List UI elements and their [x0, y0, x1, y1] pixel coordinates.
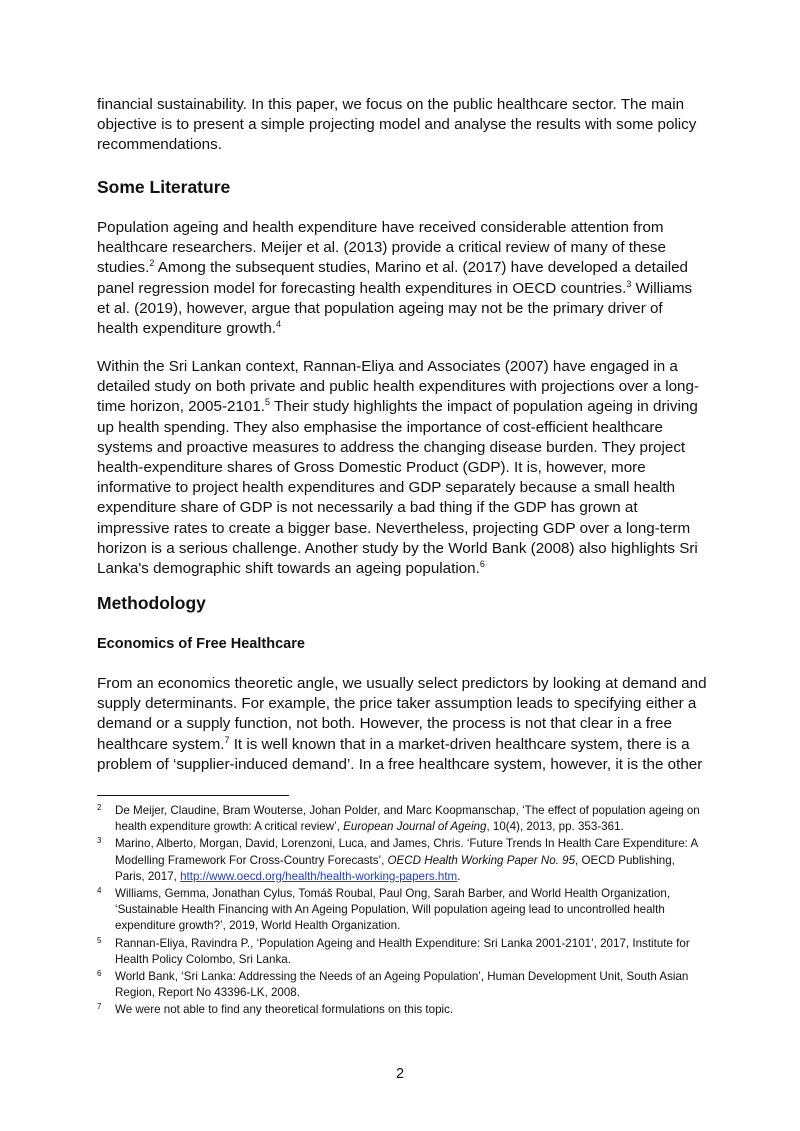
footnote-4: 4 Williams, Gemma, Jonathan Cylus, Tomáš Roubal, Paul Ong, Sarah Barber, and World Health Organization, ‘Sustainable Health Financing with An Ageing Population, Will population ageing lead to uncontrolled health expenditure growth?’, 2019, World Health Organization. — [97, 886, 671, 933]
footnote-6: 6 World Bank, ‘Sri Lanka: Addressing the Needs of an Ageing Population’, Human Development Unit, South Asian Region, Report No 43396-LK, 2008. — [97, 969, 689, 1000]
footnote-5: 5 Rannan-Eliya, Ravindra P., ‘Population Ageing and Health Expenditure: Sri Lanka 2001-2101’, 2017, Institute for Health Policy Colombo, Sri Lanka. — [97, 935, 690, 966]
literature-paragraph-2: Within the Sri Lankan context, Rannan-Eliya and Associates (2007) have engaged in a detailed study on both private and public health expenditures with projections over a long-time horizon, 2005-2101.$^5$ Their study highlights the impact of population ageing in driving up health spending. They also emphasise the importance of cost-efficient healthcare systems and proactive measures to address the changing disease burden. They project health-expenditure shares of Gross Domestic Product (GDP). It is, however, more informative to project health expenditures and GDP separately because a small health expenditure share of GDP is not necessarily a bad thing if the GDP has grown at impressive rates to create a bigger base. Nevertheless, projecting GDP over a long-term horizon is a serious challenge. Another study by the World Bank (2008) also highlights Sri Lanka's demographic shift towards an ageing population.$^6$ — [97, 358, 699, 578]
footnote-3: 3 Marino, Alberto, Morgan, David, Lorenzoni, Luca, and James, Chris. ‘Future Trends In Health Care Expenditure: A Modelling Framework For Cross-Country Forecasts’, OECD Health Working Paper No. 95, OECD Publishing, Paris, 2017, http://www.oecd.org/health/health-working-papers.htm. — [97, 836, 698, 883]
intro-paragraph: financial sustainability. In this paper, we focus on the public healthcare sector. The main objective is to present a simple projecting model and analyse the results with some policy recommendations. — [97, 96, 697, 154]
footnote-ref[interactable]: 3 — [626, 278, 632, 289]
footnote-2: 2 De Meijer, Claudine, Bram Wouterse, Johan Polder, and Marc Koopmanschap, ‘The effect of population ageing on health expenditure growth: A critical review’, European Journal of Ageing, 10(4), 2013, pp. 353-361. — [97, 803, 700, 834]
footnote-7: 7 We were not able to find any theoretical formulations on this topic. — [97, 1002, 454, 1017]
oecd-link[interactable]: http://www.oecd.org/health/health-working-papers.htm — [180, 869, 458, 883]
footnote-ref[interactable]: 4 — [276, 318, 282, 329]
literature-paragraph-1: Population ageing and health expenditure have received considerable attention from healthcare researchers. Meijer et al. (2013) provide a critical review of many of these studies.$^2$ Among the subsequent studies, Marino et al. (2017) have developed a detailed panel regression model for forecasting health expenditures in OECD countries.$^3$ Williams et al. (2019), however, argue that population ageing may not be the primary driver of health expenditure growth.$^4$ — [97, 219, 693, 338]
page-number: 2 — [395, 1066, 405, 1082]
footnote-separator — [97, 795, 289, 796]
footnotes — [97, 803, 707, 1020]
footnote-ref[interactable]: 5 — [265, 397, 271, 408]
subsection-heading-economics: Economics of Free Healthcare — [97, 636, 305, 652]
footnote-ref[interactable]: 7 — [224, 734, 230, 745]
section-heading-methodology: Methodology — [97, 593, 206, 613]
footnote-ref[interactable]: 2 — [149, 258, 155, 269]
methodology-paragraph: From an economics theoretic angle, we usually select predictors by looking at demand and supply determinants. For example, the price taker assumption leads to specifying either a demand or a supply function, not both. However, the process is not that clear in a free healthcare system.$^7$ It is well known that in a market-driven healthcare system, there is a problem of ‘supplier-induced demand’. In a free healthcare system, however, it is the other — [97, 675, 707, 773]
footnote-ref[interactable]: 6 — [479, 558, 485, 569]
section-heading-literature: Some Literature — [97, 177, 231, 197]
